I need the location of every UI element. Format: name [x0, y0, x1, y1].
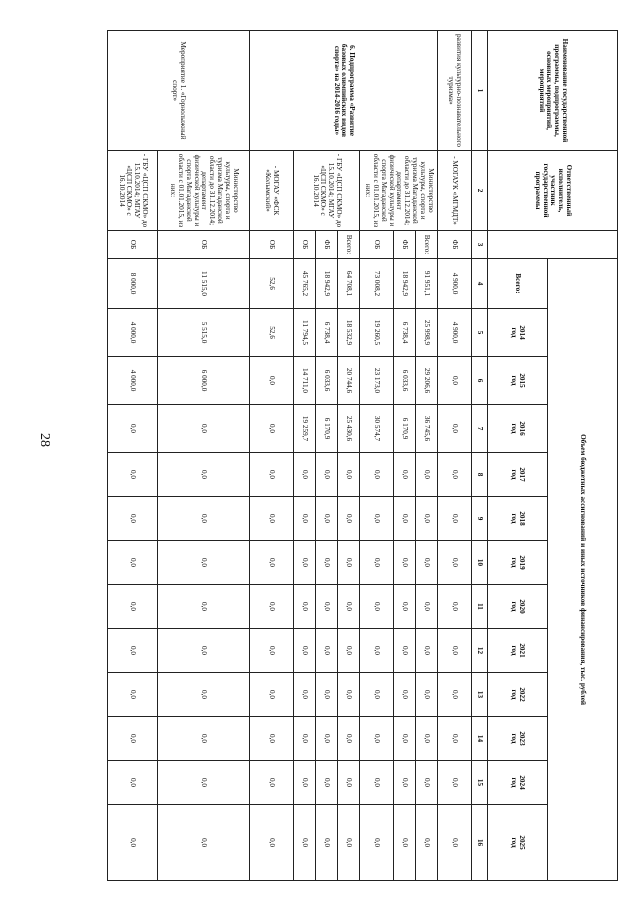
year-unit: год — [510, 601, 519, 612]
value-cell: 0,0 — [294, 805, 316, 881]
value-cell: 0,0 — [316, 805, 338, 881]
value-cell: 0,0 — [360, 805, 394, 881]
header-year-2017 — [488, 453, 548, 497]
value-cell: 0,0 — [338, 585, 360, 629]
value-cell: 0,0 — [338, 805, 360, 881]
value-cell: 0,0 — [294, 673, 316, 717]
total-cell: 18 942,9 — [316, 259, 338, 309]
source-cell: Всего: — [416, 231, 438, 259]
value-cell: 11 794,5 — [294, 309, 316, 357]
year-unit: год — [510, 645, 519, 656]
value-cell: 0,0 — [158, 629, 250, 673]
value-cell: 0,0 — [108, 761, 158, 805]
source-cell: ОБ — [250, 231, 294, 259]
year-label: 2019 — [518, 555, 527, 570]
row-name-cell: 6. Подпрограмма «Развитие базовых олимпийских видов спорта» на 2014-2016 годы» — [250, 31, 438, 151]
column-number: 2 — [472, 151, 488, 231]
value-cell: 0,0 — [416, 717, 438, 761]
source-cell: ФБ — [316, 231, 338, 259]
value-cell: 0,0 — [108, 805, 158, 881]
value-cell: 6 170,9 — [316, 405, 338, 453]
header-year-2022 — [488, 673, 548, 717]
value-cell: 0,0 — [394, 673, 416, 717]
value-cell: 6 738,4 — [394, 309, 416, 357]
executor-cell: Министерство культуры, спорта и туризма Магаданской области до 31.12.2014; департамент физической культуры и спорта Магаданской области с 01.01.2015, из них: — [158, 151, 250, 231]
value-cell: 0,0 — [250, 357, 294, 405]
value-cell: 0,0 — [250, 585, 294, 629]
value-cell: 0,0 — [394, 453, 416, 497]
value-cell: 0,0 — [108, 585, 158, 629]
value-cell: 0,0 — [416, 805, 438, 881]
header-year-2025 — [488, 805, 548, 881]
source-cell: ОБ — [108, 231, 158, 259]
value-cell: 0,0 — [250, 541, 294, 585]
header-year-2014 — [488, 309, 548, 357]
value-cell: 0,0 — [316, 629, 338, 673]
value-cell: 0,0 — [338, 673, 360, 717]
value-cell: 0,0 — [316, 541, 338, 585]
column-number: 13 — [472, 673, 488, 717]
value-cell: 6 170,9 — [394, 405, 416, 453]
value-cell: 0,0 — [294, 541, 316, 585]
value-cell: 0,0 — [250, 453, 294, 497]
year-label: 2014 — [518, 325, 527, 340]
value-cell: 0,0 — [416, 541, 438, 585]
year-label: 2020 — [518, 599, 527, 614]
total-cell: 91 951,1 — [416, 259, 438, 309]
value-cell: 0,0 — [438, 805, 472, 881]
column-number: 1 — [472, 31, 488, 151]
value-cell: 0,0 — [360, 761, 394, 805]
column-number: 5 — [472, 309, 488, 357]
header-year-2019 — [488, 541, 548, 585]
value-cell: 0,0 — [294, 761, 316, 805]
table-body — [108, 31, 472, 881]
value-cell: 0,0 — [438, 629, 472, 673]
value-cell: 0,0 — [360, 585, 394, 629]
value-cell: 0,0 — [394, 805, 416, 881]
total-cell: 45 765,2 — [294, 259, 316, 309]
value-cell: 0,0 — [338, 453, 360, 497]
source-cell: ОБ — [158, 231, 250, 259]
header-budget: Объем бюджетных ассигнований и иных источников финансирования, тыс. рублей — [548, 259, 618, 881]
value-cell: 0,0 — [250, 673, 294, 717]
executor-cell: Министерство культуры, спорта и туризма Магаданской области до 31.12.2014; департамент физической культуры и спорта Магаданской области с 01.01.2015, из них: — [360, 151, 438, 231]
value-cell: 0,0 — [108, 541, 158, 585]
executor-cell: - МОГАУ «ФСК «Колымский» — [250, 151, 294, 231]
value-cell: 0,0 — [108, 717, 158, 761]
total-cell: 73 008,2 — [360, 259, 394, 309]
column-number: 10 — [472, 541, 488, 585]
value-cell: 0,0 — [438, 497, 472, 541]
year-label: 2016 — [518, 421, 527, 436]
value-cell: 0,0 — [108, 673, 158, 717]
header-source — [488, 231, 618, 259]
executor-cell: - ГБУ «ЦСП СКМО» до 15.10.2014; МГАУ «ЦСП СКМО» с 16.10.2014 — [294, 151, 360, 231]
value-cell: 0,0 — [294, 585, 316, 629]
value-cell: 5 515,0 — [158, 309, 250, 357]
value-cell: 0,0 — [394, 541, 416, 585]
value-cell: 0,0 — [416, 673, 438, 717]
year-label: 2015 — [518, 373, 527, 388]
value-cell: 0,0 — [360, 629, 394, 673]
value-cell: 0,0 — [250, 761, 294, 805]
page-number: 28 — [37, 433, 52, 447]
total-cell: 8 000,0 — [108, 259, 158, 309]
value-cell: 0,0 — [338, 717, 360, 761]
column-number: 11 — [472, 585, 488, 629]
value-cell: 0,0 — [438, 357, 472, 405]
value-cell: 0,0 — [360, 717, 394, 761]
table-row — [438, 31, 472, 881]
table-row — [416, 31, 438, 881]
year-label: 2018 — [518, 511, 527, 526]
value-cell: 0,0 — [158, 673, 250, 717]
value-cell: 0,0 — [250, 805, 294, 881]
total-cell: 18 942,9 — [394, 259, 416, 309]
year-label: 2025 — [518, 835, 527, 850]
year-label: 2024 — [518, 775, 527, 790]
value-cell: 0,0 — [250, 629, 294, 673]
value-cell: 0,0 — [316, 761, 338, 805]
value-cell: 0,0 — [108, 453, 158, 497]
header-year-2018 — [488, 497, 548, 541]
year-label: 2023 — [518, 731, 527, 746]
header-name: Наименование государственной программы, подпрограммы, основных мероприятий, мероприятий — [488, 31, 618, 151]
value-cell: 0,0 — [316, 585, 338, 629]
year-unit: год — [510, 513, 519, 524]
value-cell: 0,0 — [250, 497, 294, 541]
value-cell: 0,0 — [294, 717, 316, 761]
financing-table — [107, 30, 618, 881]
value-cell: 0,0 — [394, 761, 416, 805]
year-label: 2017 — [518, 467, 527, 482]
executor-cell: - МОГАУК «МГМДТ» — [438, 151, 472, 231]
value-cell: 0,0 — [250, 405, 294, 453]
column-number: 14 — [472, 717, 488, 761]
value-cell: 0,0 — [158, 453, 250, 497]
column-number: 6 — [472, 357, 488, 405]
column-number: 16 — [472, 805, 488, 881]
value-cell: 14 711,0 — [294, 357, 316, 405]
value-cell: 0,0 — [338, 629, 360, 673]
value-cell: 0,0 — [416, 453, 438, 497]
value-cell: 6 738,4 — [316, 309, 338, 357]
value-cell: 0,0 — [158, 761, 250, 805]
year-unit: год — [510, 469, 519, 480]
source-cell: ОБ — [294, 231, 316, 259]
value-cell: 0,0 — [294, 629, 316, 673]
value-cell: 0,0 — [158, 405, 250, 453]
year-label: 2021 — [518, 643, 527, 658]
header-year-2015 — [488, 357, 548, 405]
total-cell: 52,6 — [250, 259, 294, 309]
table-row — [108, 31, 158, 881]
value-cell: 0,0 — [338, 761, 360, 805]
year-unit: год — [510, 689, 519, 700]
value-cell: 0,0 — [416, 585, 438, 629]
value-cell: 36 745,6 — [416, 405, 438, 453]
header-executor: Ответственный исполнитель, участник государственной программы — [488, 151, 618, 231]
value-cell: 0,0 — [158, 717, 250, 761]
value-cell: 0,0 — [360, 541, 394, 585]
year-unit: год — [510, 733, 519, 744]
column-number: 8 — [472, 453, 488, 497]
value-cell: 0,0 — [438, 453, 472, 497]
value-cell: 6 000,0 — [158, 357, 250, 405]
value-cell: 0,0 — [108, 405, 158, 453]
value-cell: 0,0 — [360, 497, 394, 541]
header-year-2020 — [488, 585, 548, 629]
value-cell: 0,0 — [158, 805, 250, 881]
header-year-2016 — [488, 405, 548, 453]
source-cell: Всего: — [338, 231, 360, 259]
value-cell: 20 744,6 — [338, 357, 360, 405]
column-number: 9 — [472, 497, 488, 541]
year-unit: год — [510, 557, 519, 568]
value-cell: 0,0 — [416, 761, 438, 805]
year-label: 2022 — [518, 687, 527, 702]
table-row — [158, 31, 250, 881]
row-name-cell: развития культурно-познавательного туризма» — [438, 31, 472, 151]
source-cell: ФБ — [394, 231, 416, 259]
value-cell: 0,0 — [294, 497, 316, 541]
value-cell: 19 260,5 — [360, 309, 394, 357]
value-cell: 0,0 — [250, 717, 294, 761]
value-cell: 0,0 — [438, 541, 472, 585]
year-unit: год — [510, 777, 519, 788]
header-total: Всего: — [488, 259, 548, 309]
row-name-cell: Мероприятие 1. «Горнолыжный спорт» — [108, 31, 250, 151]
value-cell: 0,0 — [316, 497, 338, 541]
total-cell: 4 900,0 — [438, 259, 472, 309]
value-cell: 6 033,6 — [394, 357, 416, 405]
value-cell: 0,0 — [338, 497, 360, 541]
value-cell: 19 259,7 — [294, 405, 316, 453]
value-cell: 23 173,0 — [360, 357, 394, 405]
value-cell: 0,0 — [338, 541, 360, 585]
value-cell: 0,0 — [394, 497, 416, 541]
value-cell: 0,0 — [108, 497, 158, 541]
total-cell: 64 708,1 — [338, 259, 360, 309]
value-cell: 0,0 — [294, 453, 316, 497]
value-cell: 18 532,9 — [338, 309, 360, 357]
value-cell: 4 000,0 — [108, 357, 158, 405]
value-cell: 52,6 — [250, 309, 294, 357]
value-cell: 29 206,6 — [416, 357, 438, 405]
value-cell: 0,0 — [316, 673, 338, 717]
value-cell: 0,0 — [360, 453, 394, 497]
column-number: 15 — [472, 761, 488, 805]
value-cell: 0,0 — [158, 497, 250, 541]
value-cell: 25 998,9 — [416, 309, 438, 357]
year-unit: год — [510, 837, 519, 848]
value-cell: 30 574,7 — [360, 405, 394, 453]
value-cell: 0,0 — [158, 541, 250, 585]
table-row — [250, 31, 294, 881]
value-cell: 0,0 — [416, 497, 438, 541]
header-year-2023 — [488, 717, 548, 761]
header-year-2021 — [488, 629, 548, 673]
year-unit: год — [510, 423, 519, 434]
value-cell: 0,0 — [416, 629, 438, 673]
value-cell: 0,0 — [394, 585, 416, 629]
value-cell: 0,0 — [394, 717, 416, 761]
value-cell: 0,0 — [438, 717, 472, 761]
header-year-2024 — [488, 761, 548, 805]
year-unit: год — [510, 375, 519, 386]
value-cell: 0,0 — [316, 453, 338, 497]
source-cell: ОБ — [360, 231, 394, 259]
value-cell: 0,0 — [158, 585, 250, 629]
value-cell: 0,0 — [108, 629, 158, 673]
value-cell: 4 900,0 — [438, 309, 472, 357]
total-cell: 11 515,0 — [158, 259, 250, 309]
value-cell: 6 033,6 — [316, 357, 338, 405]
column-number: 3 — [472, 231, 488, 259]
rotated-table-wrapper — [117, 30, 618, 880]
year-unit: год — [510, 327, 519, 338]
column-number: 12 — [472, 629, 488, 673]
column-number: 4 — [472, 259, 488, 309]
value-cell: 25 430,6 — [338, 405, 360, 453]
source-cell: ФБ — [438, 231, 472, 259]
value-cell: 0,0 — [438, 585, 472, 629]
value-cell: 0,0 — [316, 717, 338, 761]
table-row — [338, 31, 360, 881]
value-cell: 0,0 — [438, 673, 472, 717]
column-number: 7 — [472, 405, 488, 453]
value-cell: 0,0 — [394, 629, 416, 673]
value-cell: 4 000,0 — [108, 309, 158, 357]
executor-cell: - ГБУ «ЦСП СКМО» до 15.10.2014; МГАУ «ЦСП СКМО» с 16.10.2014 — [108, 151, 158, 231]
value-cell: 0,0 — [360, 673, 394, 717]
value-cell: 0,0 — [438, 761, 472, 805]
value-cell: 0,0 — [438, 405, 472, 453]
